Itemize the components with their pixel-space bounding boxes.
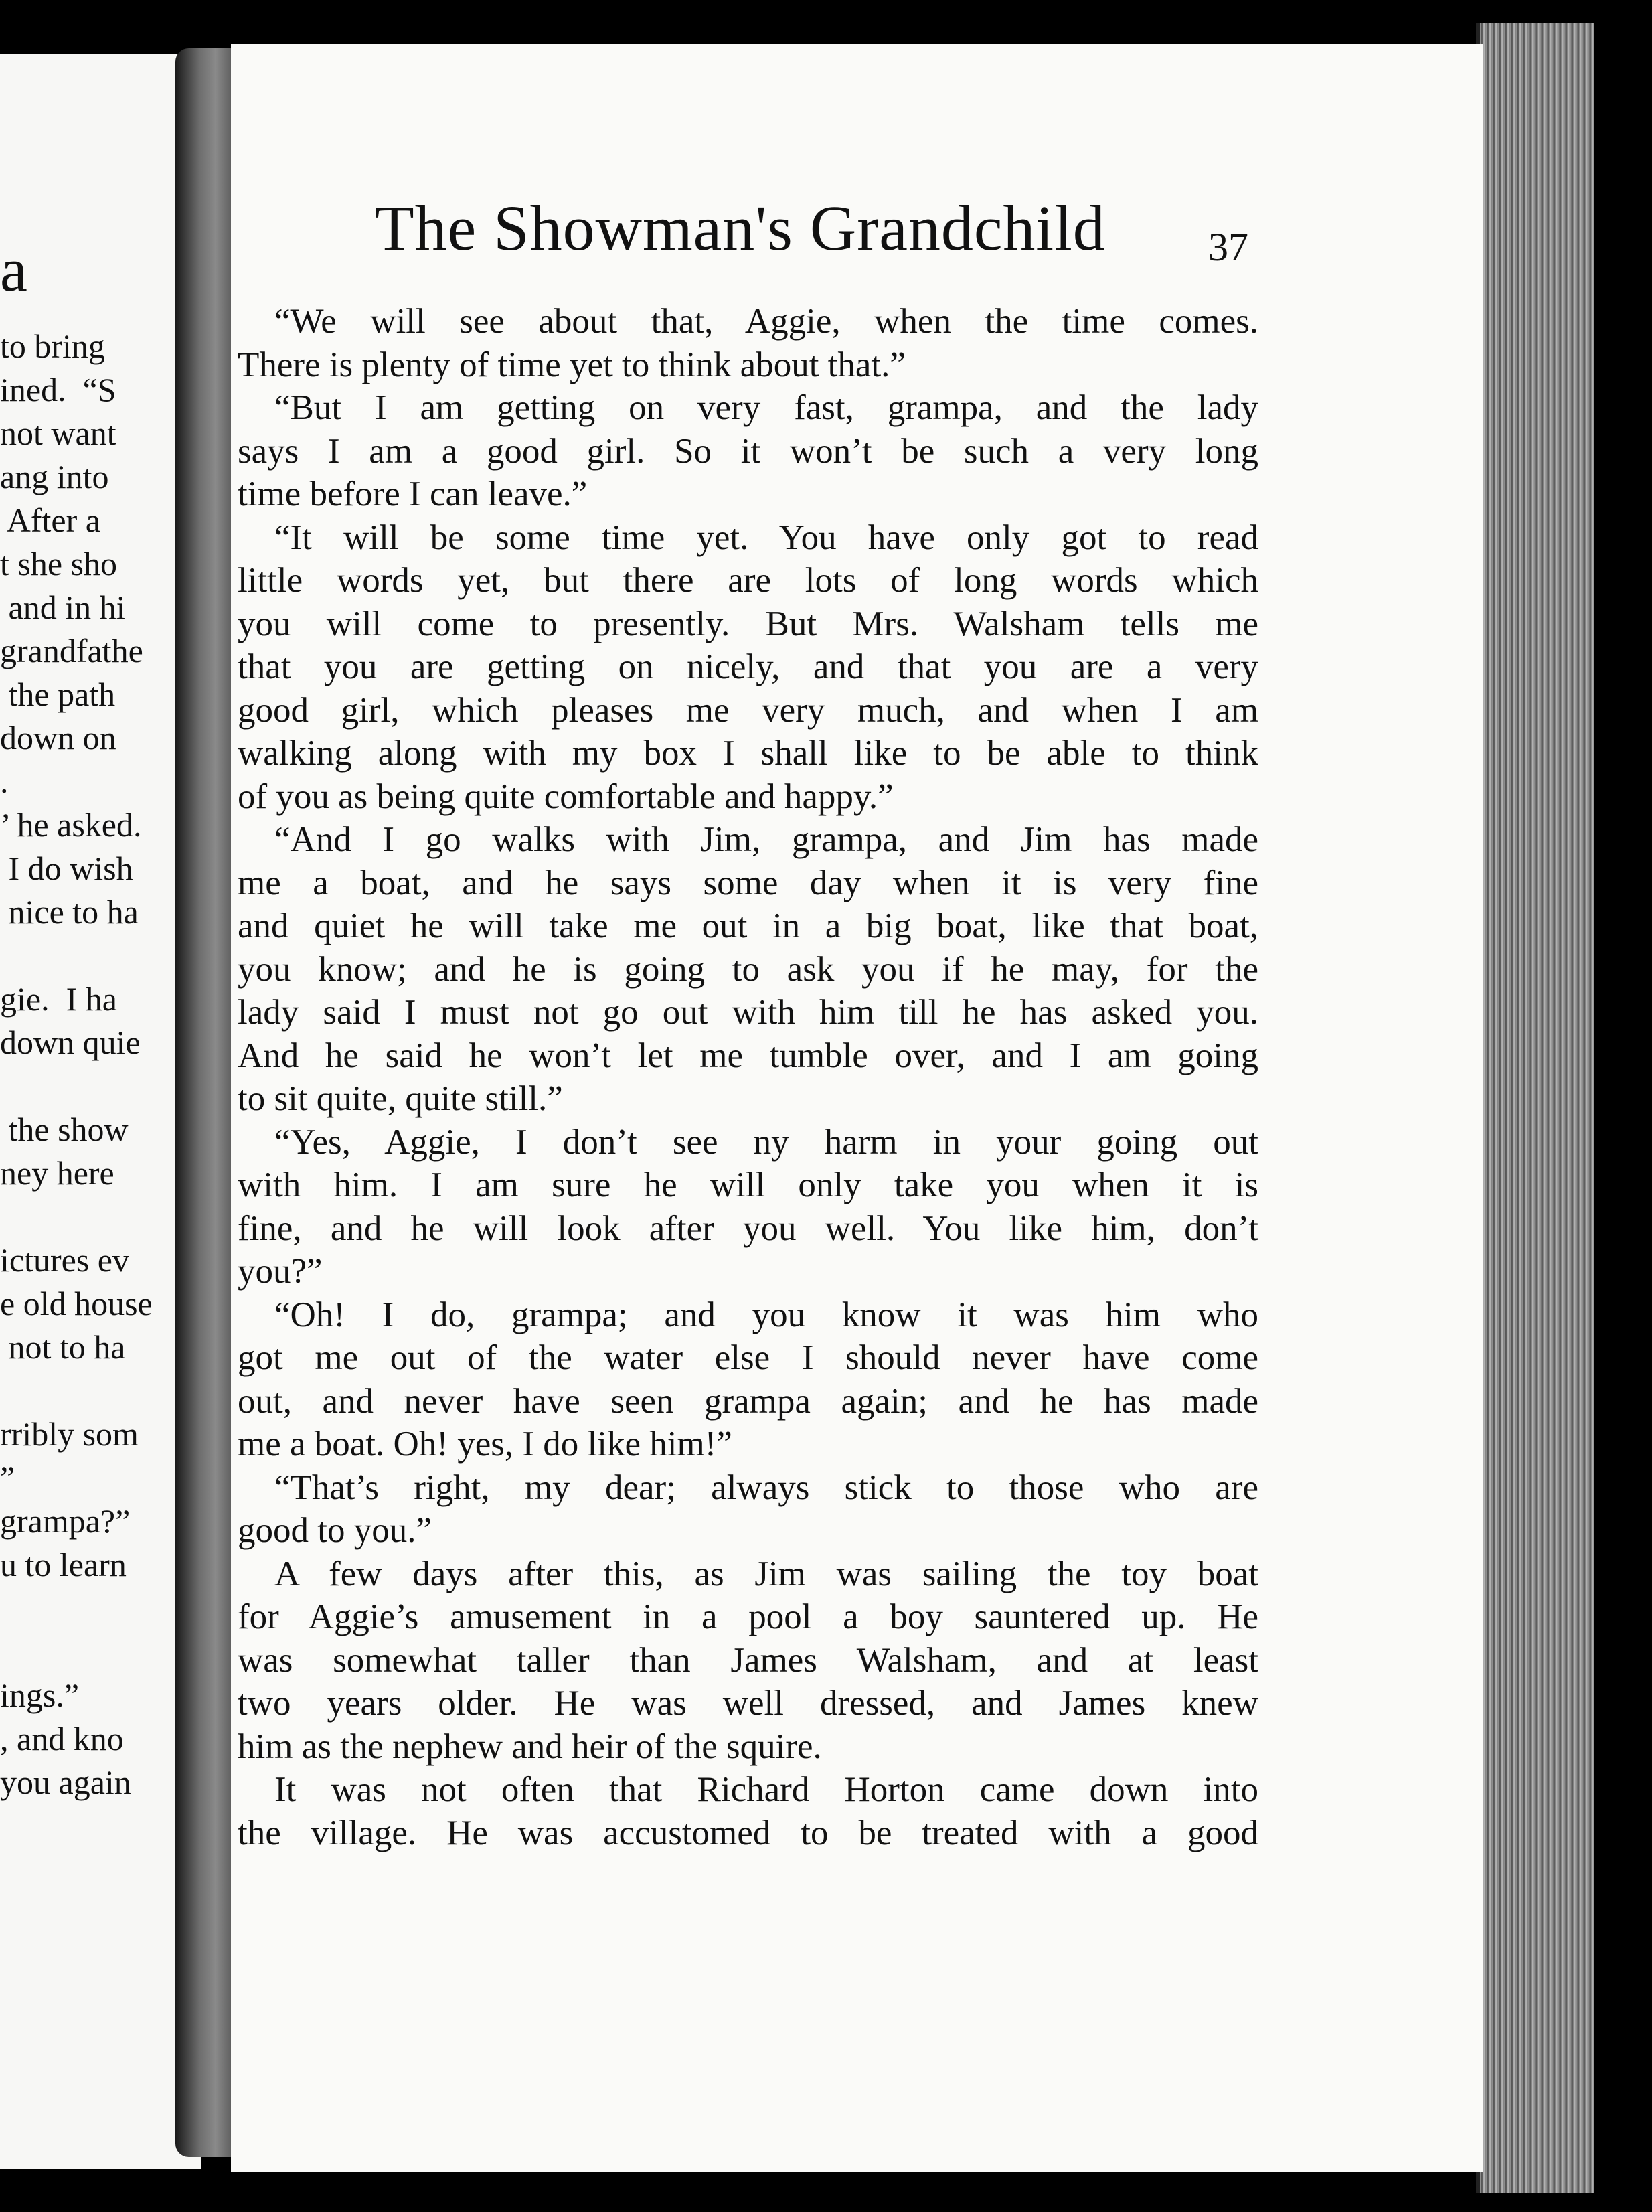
facing-page-line: ined. “S xyxy=(0,371,116,408)
text-line: got me out of the water else I should never have come xyxy=(238,1338,1258,1377)
text-line: him as the nephew and heir of the squire. xyxy=(238,1727,822,1766)
text-line: says I am a good girl. So it won’t be such a very long xyxy=(238,431,1258,471)
text-line: “Oh! I do, grampa; and you know it was him who xyxy=(274,1295,1258,1334)
text-line: good girl, which pleases me very much, and when I am xyxy=(238,690,1258,730)
text-line: fine, and he will look after you well. You like him, don’t xyxy=(238,1208,1258,1248)
facing-page xyxy=(0,54,201,2169)
text-line: out, and never have seen grampa again; and he has made xyxy=(238,1381,1258,1421)
text-line: little words yet, but there are lots of long words which xyxy=(238,561,1258,600)
text-line: the village. He was accustomed to be treated with a good xyxy=(238,1813,1258,1852)
text-line: lady said I must not go out with him till he has asked you. xyxy=(238,993,1258,1032)
facing-page-line: grandfathe xyxy=(0,632,143,669)
facing-page-line xyxy=(0,1064,153,1108)
facing-page-line: to bring xyxy=(0,327,105,365)
facing-page-line xyxy=(0,1587,153,1630)
facing-page-line: ” xyxy=(0,1459,15,1496)
facing-page-line: e old house xyxy=(0,1285,153,1322)
facing-page-line: ings.” xyxy=(0,1676,80,1714)
text-line: for Aggie’s amusement in a pool a boy sauntered up. He xyxy=(238,1597,1258,1636)
facing-page-line: nice to ha xyxy=(0,893,139,931)
running-head: The Showman's Grandchild xyxy=(375,192,1106,264)
text-line: walking along with my box I shall like to be able to think xyxy=(238,734,1258,773)
facing-page-line: u to learn xyxy=(0,1546,127,1583)
text-line: There is plenty of time yet to think about that.” xyxy=(238,345,906,384)
text-line: and quiet he will take me out in a big boat, like that boat, xyxy=(238,906,1258,945)
facing-page-line: down on xyxy=(0,719,116,757)
text-line: And he said he won’t let me tumble over, and I am going xyxy=(238,1036,1258,1075)
text-line: “Yes, Aggie, I don’t see ny harm in your going out xyxy=(274,1122,1258,1162)
text-line: you will come to presently. But Mrs. Walsham tells me xyxy=(238,604,1258,643)
body-text xyxy=(238,300,1258,1854)
facing-page-line: not to ha xyxy=(0,1328,126,1366)
text-line: two years older. He was well dressed, and James knew xyxy=(238,1684,1258,1723)
facing-page-line xyxy=(0,934,153,977)
text-line: It was not often that Richard Horton came down into xyxy=(274,1770,1258,1809)
facing-page-line: t she sho xyxy=(0,545,117,582)
text-line: good to you.” xyxy=(238,1511,432,1550)
text-line: time before I can leave.” xyxy=(238,475,588,514)
facing-page-line xyxy=(0,1369,153,1413)
text-line: was somewhat taller than James Walsham, and at least xyxy=(238,1640,1258,1680)
text-line: me a boat, and he says some day when it is very fine xyxy=(238,863,1258,902)
facing-page-line: and in hi xyxy=(0,588,126,626)
facing-page-line: the show xyxy=(0,1111,129,1148)
page-number: 37 xyxy=(1208,225,1248,269)
text-line: me a boat. Oh! yes, I do like him!” xyxy=(238,1425,732,1464)
text-line: to sit quite, quite still.” xyxy=(238,1079,563,1118)
facing-page-line: you again xyxy=(0,1763,131,1801)
text-line: “But I am getting on very fast, grampa, and the lady xyxy=(274,388,1258,427)
facing-page-line: gie. I ha xyxy=(0,980,117,1018)
text-line: you know; and he is going to ask you if he may, for the xyxy=(238,949,1258,989)
facing-page-line: down quie xyxy=(0,1024,141,1061)
facing-page-line: the path xyxy=(0,676,116,713)
text-line: with him. I am sure he will only take you when it is xyxy=(238,1166,1258,1204)
text-line: “And I go walks with Jim, grampa, and Jim has made xyxy=(274,820,1258,859)
facing-page-line: grampa?” xyxy=(0,1502,131,1540)
facing-page-line: ’ he asked. xyxy=(0,806,142,844)
facing-page-line: . xyxy=(0,763,9,800)
text-line: you?” xyxy=(238,1252,323,1291)
text-line: “That’s right, my dear; always stick to those who are xyxy=(274,1468,1258,1507)
facing-page-line xyxy=(0,1195,153,1239)
page-fore-edge xyxy=(1476,23,1594,2193)
facing-page-header-fragment: a xyxy=(0,236,27,304)
text-line: “We will see about that, Aggie, when the time comes. xyxy=(274,302,1258,341)
text-line: “It will be some time yet. You have only got to read xyxy=(274,518,1258,557)
facing-page-line: ney here xyxy=(0,1154,114,1192)
facing-page-line: ictures ev xyxy=(0,1241,129,1279)
facing-page-line: ang into xyxy=(0,458,109,495)
facing-page-line: I do wish xyxy=(0,850,133,887)
facing-page-line: After a xyxy=(0,501,100,539)
text-line: of you as being quite comfortable and happy.” xyxy=(238,777,894,816)
facing-page-line xyxy=(0,1630,153,1674)
text-line: A few days after this, as Jim was sailing the toy boat xyxy=(274,1554,1258,1593)
facing-page-text xyxy=(0,325,153,1804)
facing-page-line: , and kno xyxy=(0,1720,124,1757)
facing-page-line: not want xyxy=(0,414,116,452)
text-line: that you are getting on nicely, and that you are a very xyxy=(238,647,1258,686)
facing-page-line: rribly som xyxy=(0,1415,139,1453)
